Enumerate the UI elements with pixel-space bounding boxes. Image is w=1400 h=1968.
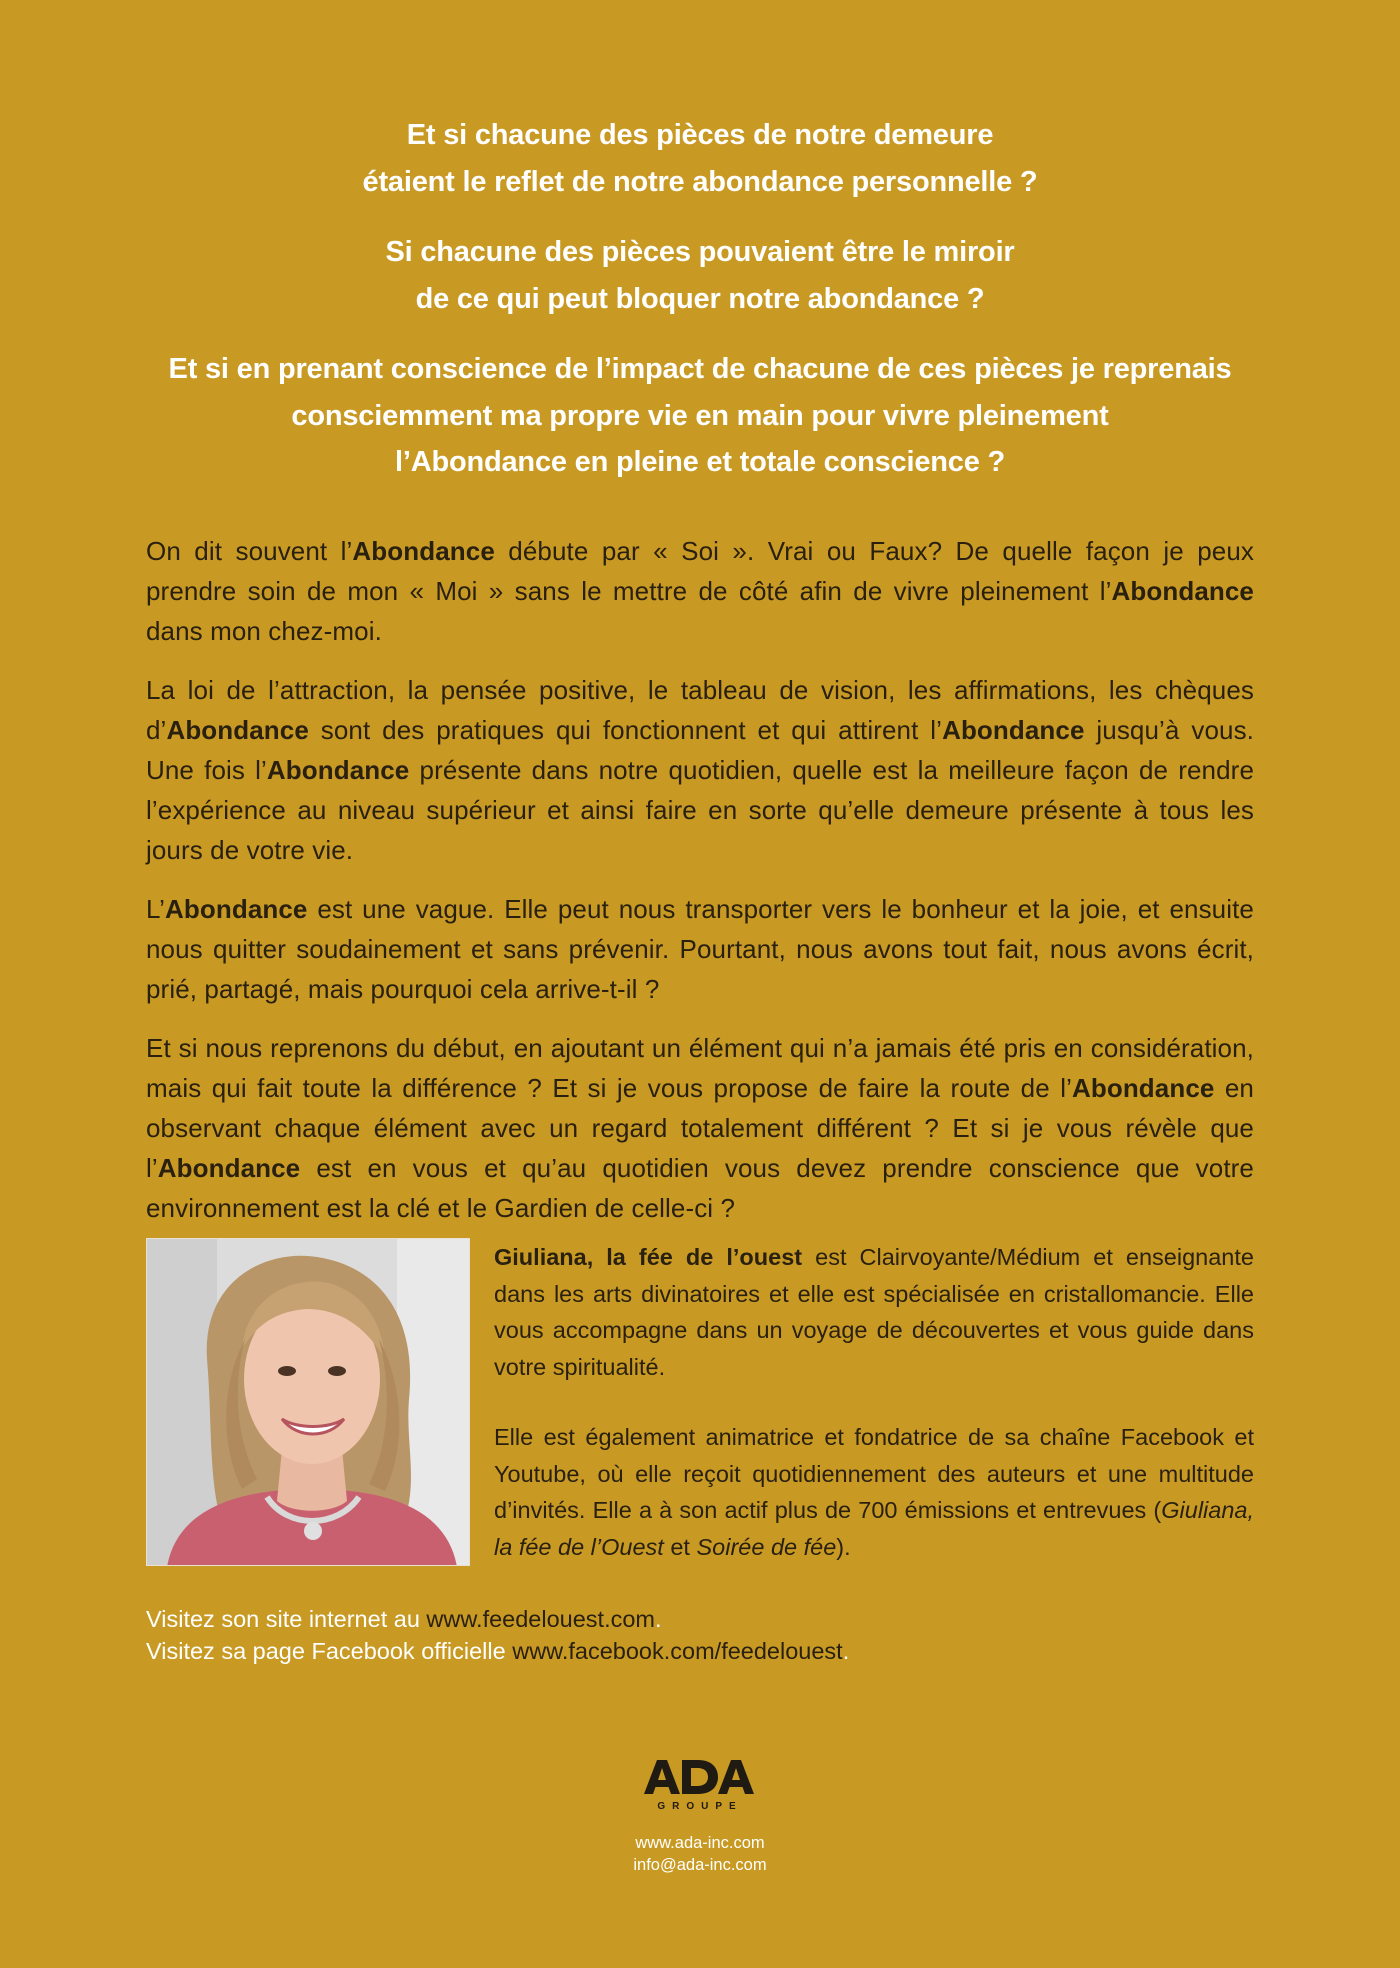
website-line bbox=[146, 1603, 1254, 1635]
paragraph-text: dans mon chez-moi. bbox=[146, 616, 382, 646]
author-bio bbox=[494, 1239, 1254, 1599]
emphasis-text: Abondance bbox=[266, 755, 410, 785]
paragraph-text: La loi de l’attraction, la pensée positive, le tableau de vision, les affirmations, les chèques d’ bbox=[146, 675, 1254, 745]
logo-subtitle: GROUPE bbox=[657, 1801, 743, 1812]
facebook-line bbox=[146, 1635, 1254, 1667]
emphasis-text: Abondance bbox=[166, 715, 309, 745]
intro-question bbox=[120, 229, 1280, 322]
author-photo bbox=[146, 1238, 470, 1566]
paragraph-text: en observant chaque élément avec un regard totalement différent ? Et si je vous révèle que l’ bbox=[146, 1073, 1254, 1183]
facebook-line-label: Visitez sa page Facebook officielle bbox=[146, 1638, 513, 1664]
paragraph-text: On dit souvent l’ bbox=[146, 536, 353, 566]
facebook-link[interactable]: www.facebook.com/feedelouest bbox=[512, 1638, 843, 1664]
intro-line: étaient le reflet de notre abondance personnelle ? bbox=[362, 165, 1038, 198]
paragraph-text: Et si nous reprenons du début, en ajoutant un élément qui n’a jamais été pris en considération, mais qui fait toute la différence ? Et si je vous propose de faire la route de l’ bbox=[146, 1033, 1254, 1103]
ada-logo-icon bbox=[640, 1754, 760, 1814]
bio-paragraph bbox=[494, 1239, 1254, 1385]
emphasis-text: Abondance bbox=[352, 536, 495, 566]
emphasis-text: Abondance bbox=[1111, 576, 1254, 606]
author-links bbox=[146, 1603, 1254, 1667]
synopsis-paragraph bbox=[146, 1028, 1254, 1228]
italic-text: Giuliana, la fée de l’Ouest bbox=[494, 1497, 1254, 1560]
synopsis bbox=[146, 531, 1254, 1247]
paragraph-text: est Clairvoyante/Médium et enseignante dans les arts divinatoires et elle est spécialisée en cristallomancie. Elle vous accompagne dans un voyage de découvertes et vous guide dans votre spiritualité. bbox=[494, 1244, 1254, 1380]
intro-line: Et si chacune des pièces de notre demeure bbox=[406, 119, 994, 151]
intro-line: consciemment ma propre vie en main pour vivre pleinement bbox=[291, 399, 1109, 432]
bio-paragraph bbox=[494, 1419, 1254, 1565]
paragraph-text: jusqu’à vous. Une fois l’ bbox=[146, 715, 1254, 785]
website-link[interactable]: www.feedelouest.com bbox=[426, 1606, 656, 1632]
emphasis-text: Abondance bbox=[157, 1153, 301, 1183]
website-line-period: . bbox=[655, 1606, 662, 1632]
paragraph-text: sont des pratiques qui fonctionnent et qui attirent l’ bbox=[308, 715, 943, 745]
intro-line: Si chacune des pièces pouvaient être le miroir bbox=[385, 236, 1015, 268]
intro-line: Et si en prenant conscience de l’impact de chacune de ces pièces je reprenais bbox=[168, 353, 1232, 385]
paragraph-text: Elle est également animatrice et fondatrice de sa chaîne Facebook et Youtube, où elle reçoit quotidiennement des auteurs et une multitude d’invités. Elle a à son actif plus de 700 émissions et entrevues ( bbox=[494, 1424, 1254, 1523]
intro-question bbox=[120, 112, 1280, 205]
paragraph-text: et bbox=[663, 1533, 697, 1560]
intro-question bbox=[120, 346, 1280, 486]
paragraph-text: est une vague. Elle peut nous transporter vers le bonheur et la joie, et ensuite nous quitter soudainement et sans prévenir. Pourtant, nous avons tout fait, nous avons écrit, prié, partagé, mais pourquoi cela arrive-t-il ? bbox=[146, 894, 1254, 1004]
facebook-line-period: . bbox=[842, 1638, 850, 1664]
paragraph-text: présente dans notre quotidien, quelle est la meilleure façon de rendre l’expérience au niveau supérieur et ainsi faire en sorte qu’elle demeure présente à tous les jours de votre vie. bbox=[146, 755, 1254, 865]
paragraph-text: ). bbox=[836, 1533, 851, 1560]
intro-line: de ce qui peut bloquer notre abondance ? bbox=[415, 282, 985, 315]
website-line-label: Visitez son site internet au bbox=[146, 1606, 427, 1632]
publisher-logo bbox=[640, 1754, 760, 1814]
synopsis-paragraph bbox=[146, 531, 1254, 651]
synopsis-paragraph bbox=[146, 889, 1254, 1009]
publisher-website[interactable]: www.ada-inc.com bbox=[635, 1834, 765, 1852]
intro-line: l’Abondance en pleine et totale conscience ? bbox=[394, 446, 1005, 478]
emphasis-text: Abondance bbox=[942, 715, 1085, 745]
emphasis-text: Abondance bbox=[1071, 1073, 1215, 1103]
publisher-email[interactable]: info@ada-inc.com bbox=[633, 1856, 767, 1874]
publisher-contact bbox=[560, 1832, 840, 1876]
paragraph-text: L’ bbox=[146, 894, 166, 924]
emphasis-text: Abondance bbox=[165, 894, 308, 924]
author-portrait-image bbox=[147, 1239, 470, 1566]
paragraph-text: est en vous et qu’au quotidien vous devez prendre conscience que votre environnement est la clé et le Gardien de celle-ci ? bbox=[146, 1153, 1254, 1223]
intro-questions bbox=[120, 112, 1280, 510]
paragraph-text: débute par « Soi ». Vrai ou Faux? De quelle façon je peux prendre soin de mon « Moi » sans le mettre de côté afin de vivre pleinement l’ bbox=[146, 536, 1254, 606]
emphasis-text: Giuliana, la fée de l’ouest bbox=[494, 1244, 803, 1270]
synopsis-paragraph bbox=[146, 670, 1254, 870]
italic-text: Soirée de fée bbox=[696, 1533, 837, 1560]
